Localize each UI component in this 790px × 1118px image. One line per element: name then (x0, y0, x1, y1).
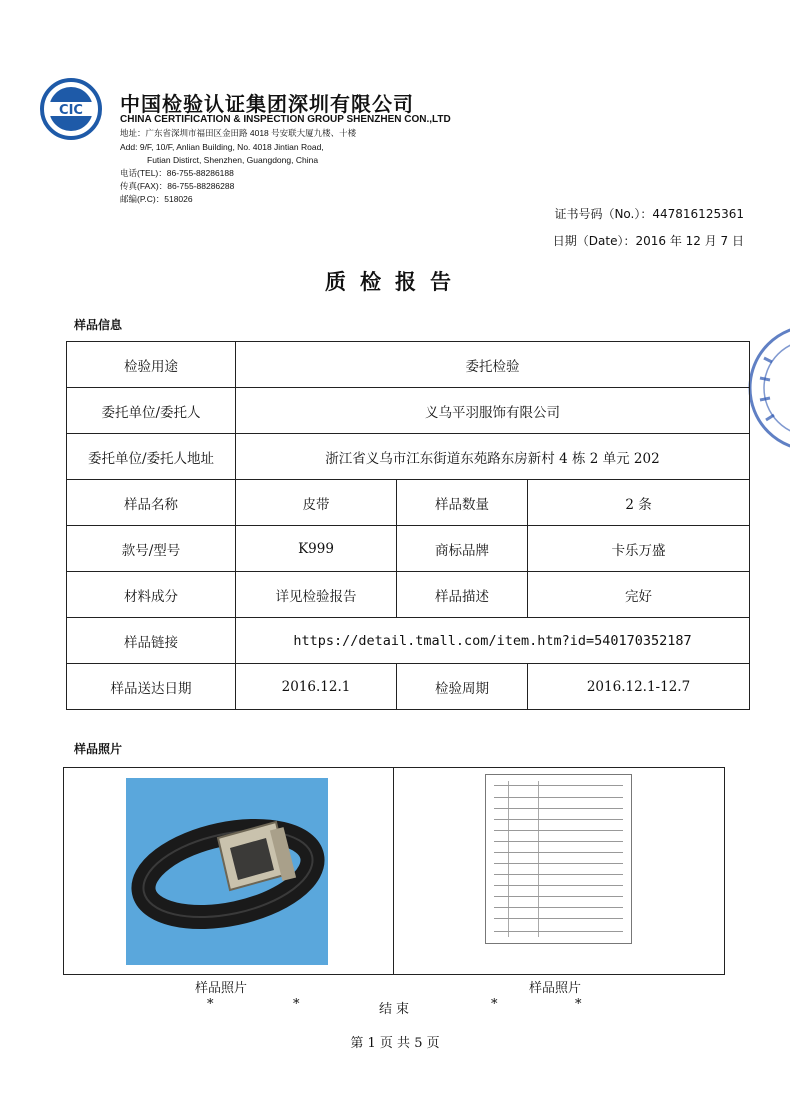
sample-photos-table (63, 767, 725, 975)
model-value: K999 (236, 526, 397, 572)
table-row (67, 618, 750, 664)
purpose-label: 检验用途 (67, 342, 236, 388)
table-row (67, 664, 750, 710)
company-logo (40, 78, 102, 140)
company-address-en-2: Futian Distirct, Shenzhen, Guangdong, China (147, 155, 319, 165)
table-row (67, 526, 750, 572)
certificate-date: 日期（Date）：2016 年 12 月 7 日 (552, 234, 744, 248)
end-star: * (207, 997, 214, 1012)
report-title: 质检报告 (325, 269, 465, 294)
sample-link-label: 样品链接 (67, 618, 236, 664)
model-label: 款号/型号 (67, 526, 236, 572)
table-row (67, 480, 750, 526)
client-value: 义乌平羽服饰有限公司 (236, 388, 750, 434)
logo-text: CIC (59, 103, 83, 118)
certificate-number: 证书号码（No.）：447816125361 (554, 207, 744, 221)
brand-label: 商标品牌 (397, 526, 528, 572)
delivery-date-label: 样品送达日期 (67, 664, 236, 710)
inspection-report-thumbnail (485, 774, 632, 944)
photo-divider (393, 768, 394, 974)
sample-name-value: 皮带 (236, 480, 397, 526)
client-address-label: 委托单位/委托人地址 (67, 434, 236, 480)
purpose-value: 委托检验 (236, 342, 750, 388)
inspection-period-label: 检验周期 (397, 664, 528, 710)
description-value: 完好 (528, 572, 750, 618)
sample-quantity-label: 样品数量 (397, 480, 528, 526)
company-address-en-1: Add: 9/F, 10/F, Anlian Building, No. 4018 Jintian Road, (120, 142, 324, 152)
material-value: 详见检验报告 (236, 572, 397, 618)
photo-caption-right: 样品照片 (529, 981, 582, 996)
end-star: * (575, 997, 582, 1012)
sample-info-heading: 样品信息 (74, 318, 123, 332)
end-label: 结束 (379, 1002, 414, 1017)
company-address-cn: 地址：广东省深圳市福田区金田路 4018 号安联大厦九楼、十楼 (120, 128, 357, 138)
material-label: 材料成分 (67, 572, 236, 618)
table-row (67, 434, 750, 480)
description-label: 样品描述 (397, 572, 528, 618)
delivery-date-value: 2016.12.1 (236, 664, 397, 710)
sample-quantity-value: 2 条 (528, 480, 750, 526)
company-postcode: 邮编(P.C)：518026 (120, 194, 193, 204)
sample-name-label: 样品名称 (67, 480, 236, 526)
company-fax: 传真(FAX)：86-755-88286288 (120, 181, 235, 191)
sample-link-value: https://detail.tmall.com/item.htm?id=540170352187 (236, 618, 750, 664)
brand-value: 卡乐万盛 (528, 526, 750, 572)
table-row (67, 388, 750, 434)
end-star: * (293, 997, 300, 1012)
company-tel: 电话(TEL)：86-755-88286188 (120, 168, 234, 178)
page-number: 第 1 页 共 5 页 (350, 1036, 440, 1051)
sample-info-table (66, 341, 750, 710)
table-row (67, 342, 750, 388)
sample-photos-heading: 样品照片 (74, 742, 123, 756)
client-label: 委托单位/委托人 (67, 388, 236, 434)
belt-photo (126, 778, 328, 965)
inspection-period-value: 2016.12.1-12.7 (528, 664, 750, 710)
table-row (67, 572, 750, 618)
client-address-value: 浙江省义乌市江东街道东苑路东房新村 4 栋 2 单元 202 (236, 434, 750, 480)
end-star: * (491, 997, 498, 1012)
company-name-cn: 中国检验认证集团深圳有限公司 (120, 92, 414, 116)
company-name-en: CHINA CERTIFICATION & INSPECTION GROUP SHENZHEN CON.,LTD (120, 114, 451, 125)
photo-caption-left: 样品照片 (195, 981, 248, 996)
